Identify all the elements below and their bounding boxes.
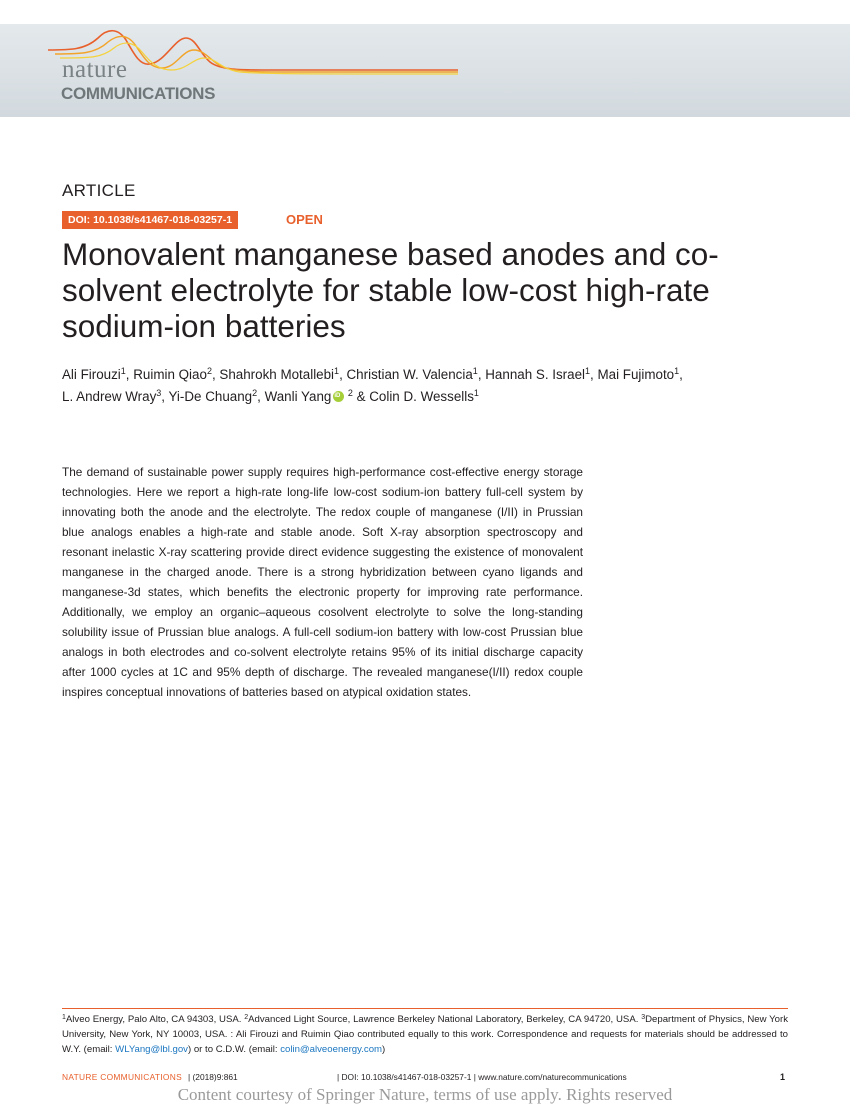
author-separator: ,: [257, 389, 265, 404]
affiliation-number: 3: [641, 1014, 646, 1021]
author-list: [62, 364, 782, 408]
author-name[interactable]: Ali Firouzi: [62, 367, 121, 382]
footer-doi-url[interactable]: | DOI: 10.1038/s41467-018-03257-1 | www.nature.com/naturecommunications: [337, 1072, 627, 1082]
author-separator: ,: [211, 367, 220, 382]
author-separator: ,: [590, 367, 598, 382]
affiliation-text: Alveo Energy, Palo Alto, CA 94303, USA.: [65, 1014, 245, 1025]
author-separator: &: [352, 389, 370, 404]
page-number: 1: [780, 1072, 786, 1082]
courtesy-watermark: Content courtesy of Springer Nature, terms of use apply. Rights reserved: [177, 1085, 673, 1104]
author-affiliation: 1: [674, 366, 680, 376]
journal-logo-communications: COMMUNICATIONS: [61, 84, 216, 103]
author-name[interactable]: Ruimin Qiao: [133, 367, 207, 382]
author-affiliation: 1: [472, 366, 478, 376]
author-separator: ,: [339, 367, 347, 382]
author-name[interactable]: Mai Fujimoto: [597, 367, 675, 382]
footnote-connector: ) or to C.D.W. (email:: [187, 1044, 281, 1055]
footer-volume: | (2018)9:861: [188, 1072, 238, 1082]
article-title: Monovalent manganese based anodes and co-solvent electrolyte for stable low-cost high-rate sodium-ion batteries: [62, 236, 719, 344]
affiliation-number: 2: [244, 1014, 249, 1021]
footnote-end: ): [382, 1044, 386, 1055]
affiliations-footnote: [62, 1012, 788, 1057]
orcid-icon[interactable]: [333, 391, 344, 402]
affiliation-text: Department of Physics, New York University, New York, NY 10003, USA. : Ali Firouzi and Ruimin Qiao contributed equally to this work. Correspondence and requests for materials should be addressed to W.Y. (email:: [62, 1014, 788, 1055]
abstract-text: The demand of sustainable power supply requires high-performance cost-effective energy storage technologies. Here we report a high-rate long-life low-cost sodium-ion battery full-cell system by innovating both the anode and the electrolyte. The redox couple of manganese (I/II) in Prussian blue analogs enables a high-rate and stable anode. Soft X-ray absorption spectroscopy and resonant inelastic X-ray scattering provide direct evidence suggesting the existence of monovalent manganese in the charged anode. There is a strong hybridization between cyano ligands and manganese-3d states, which benefits the electronic property for improving rate performance. Additionally, we employ an organic–aqueous cosolvent electrolyte to solve the long-standing solubility issue of Prussian blue analogs. A full-cell sodium-ion battery with low-cost Prussian blue analogs in both electrodes and co-solvent electrolyte retains 95% of its initial discharge capacity after 1000 cycles at 1C and 95% depth of discharge. The revealed manganese(I/II) redox couple inspires conceptual innovations of batteries based on atypical oxidation states.: [62, 465, 583, 699]
journal-logo-nature: nature: [62, 56, 128, 83]
doi-badge[interactable]: DOI: 10.1038/s41467-018-03257-1: [62, 211, 238, 229]
author-affiliation: 2: [345, 388, 353, 398]
author-name[interactable]: Hannah S. Israel: [485, 367, 586, 382]
author-separator: ,: [679, 367, 683, 382]
author-separator: ,: [477, 367, 486, 382]
author-affiliation: 1: [473, 388, 479, 398]
author-name[interactable]: Shahrokh Motallebi: [219, 367, 335, 382]
author-separator: ,: [161, 389, 169, 404]
author-affiliation: 3: [156, 388, 162, 398]
author-affiliation: 1: [120, 366, 126, 376]
author-affiliation: 1: [585, 366, 591, 376]
author-name[interactable]: L. Andrew Wray: [62, 389, 157, 404]
author-separator: ,: [125, 367, 134, 382]
author-affiliation: 1: [334, 366, 340, 376]
author-name[interactable]: Christian W. Valencia: [346, 367, 473, 382]
email-link-cdw[interactable]: colin@alveoenergy.com: [280, 1044, 383, 1055]
footer-journal-name: NATURE COMMUNICATIONS: [62, 1072, 182, 1082]
email-link-wy[interactable]: WLYang@lbl.gov: [115, 1044, 188, 1055]
open-access-label: OPEN: [286, 212, 323, 227]
author-affiliation: 2: [252, 388, 258, 398]
author-affiliation: 2: [206, 366, 212, 376]
author-name[interactable]: Colin D. Wessells: [369, 389, 474, 404]
footnote-divider: [62, 1008, 788, 1009]
affiliation-text: Advanced Light Source, Lawrence Berkeley National Laboratory, Berkeley, CA 94720, USA.: [248, 1014, 642, 1025]
author-name[interactable]: Wanli Yang: [264, 389, 332, 404]
affiliation-number: 1: [62, 1014, 66, 1021]
author-name[interactable]: Yi-De Chuang: [168, 389, 253, 404]
article-type-label: ARTICLE: [62, 181, 136, 200]
